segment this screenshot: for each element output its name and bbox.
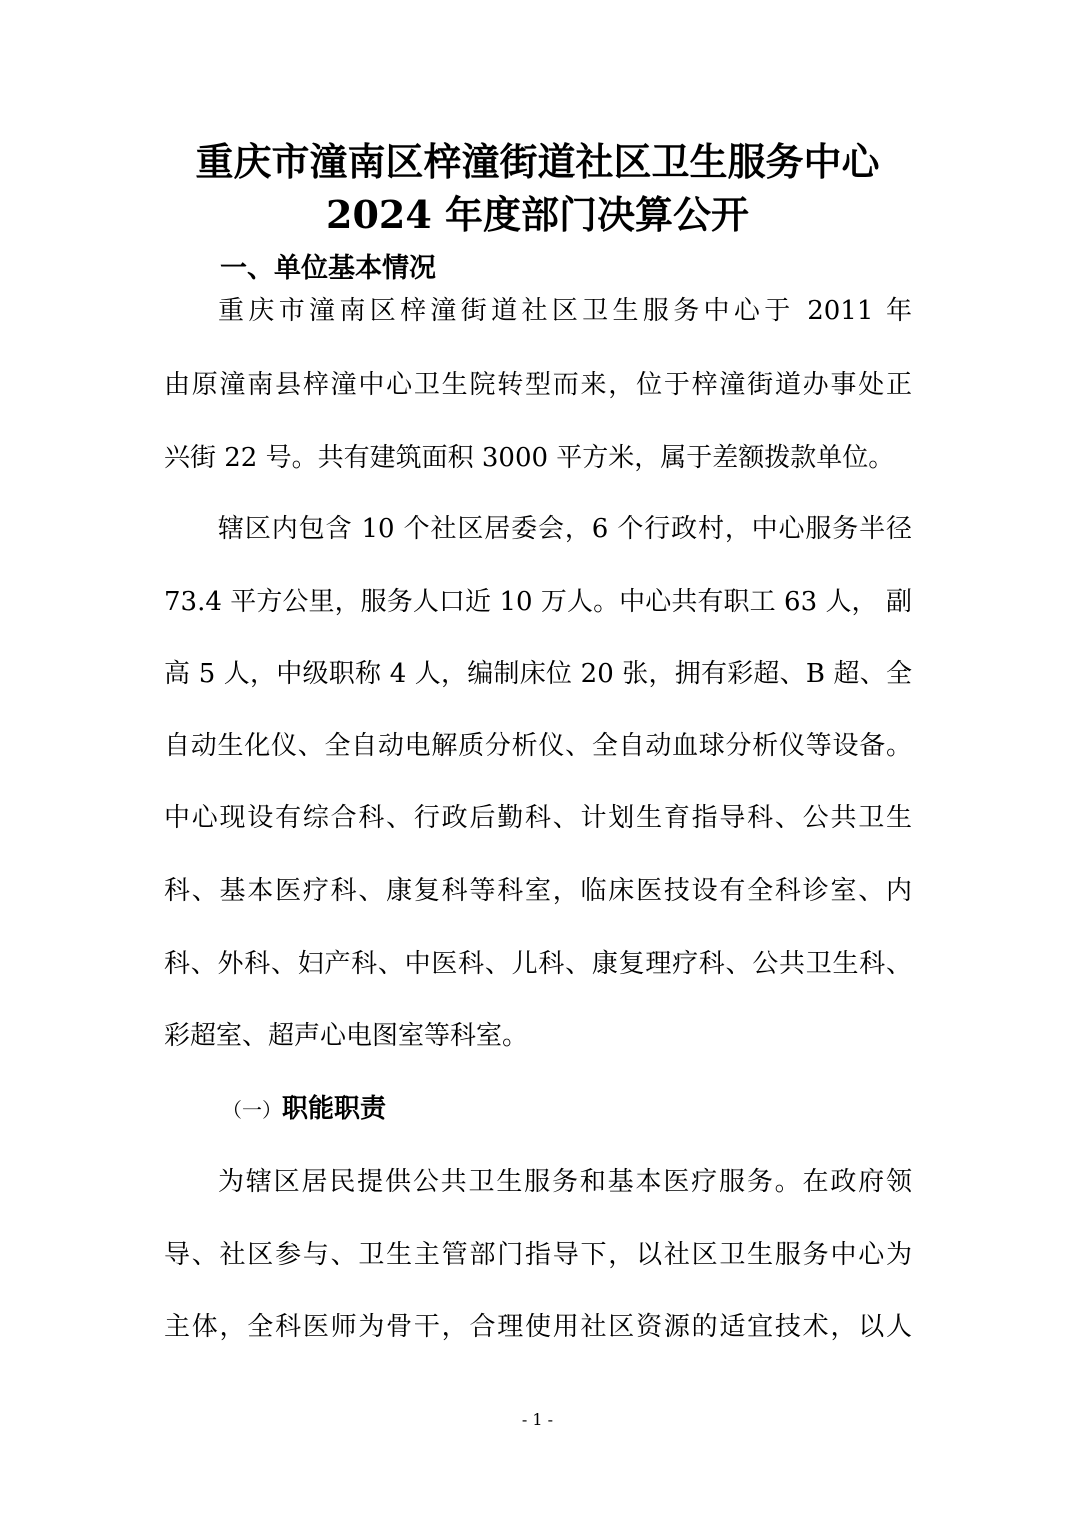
paragraph-line: 高 5 人，中级职称 4 人，编制床位 20 张，拥有彩超、B 超、全 [164,659,912,689]
paragraph-line: 中心现设有综合科、行政后勤科、计划生育指导科、公共卫生 [164,803,912,833]
paragraph-line: 兴街 22 号。共有建筑面积 3000 平方米，属于差额拨款单位。 [164,443,895,473]
paragraph-line: 重庆市潼南区梓潼街道社区卫生服务中心于 2011 年 [218,296,912,326]
paragraph-line: 自动生化仪、全自动电解质分析仪、全自动血球分析仪等设备。 [164,731,912,761]
paragraph-line: 辖区内包含 10 个社区居委会，6 个行政村，中心服务半径 [218,514,912,544]
paragraph-line: 科、基本医疗科、康复科等科室，临床医技设有全科诊室、内 [164,876,912,906]
subsection-title: 职能职责 [282,1094,387,1124]
paragraph-line: 73.4 平方公里，服务人口近 10 万人。中心共有职工 63 人， 副 [164,587,912,617]
paragraph-line: 导、社区参与、卫生主管部门指导下，以社区卫生服务中心为 [164,1240,912,1270]
paragraph-line: 彩超室、超声心电图室等科室。 [164,1021,529,1051]
paragraph-line: 主体，全科医师为骨干，合理使用社区资源的适宜技术，以人 [164,1312,912,1342]
document-title-line1: 重庆市潼南区梓潼街道社区卫生服务中心 [195,139,880,184]
paragraph-line: 为辖区居民提供公共卫生服务和基本医疗服务。在政府领 [218,1167,912,1197]
document-title-line2: 2024 年度部门决算公开 [326,192,749,237]
subsection-heading-duties [222,1089,386,1130]
section-heading-basic-info: 一、单位基本情况 [220,253,436,284]
paragraph-line: 科、外科、妇产科、中医科、儿科、康复理疗科、公共卫生科、 [164,949,912,979]
subsection-number: （一） [222,1098,282,1122]
paragraph-line: 由原潼南县梓潼中心卫生院转型而来，位于梓潼街道办事处正 [164,370,912,400]
page-number: - 1 - [521,1410,554,1429]
